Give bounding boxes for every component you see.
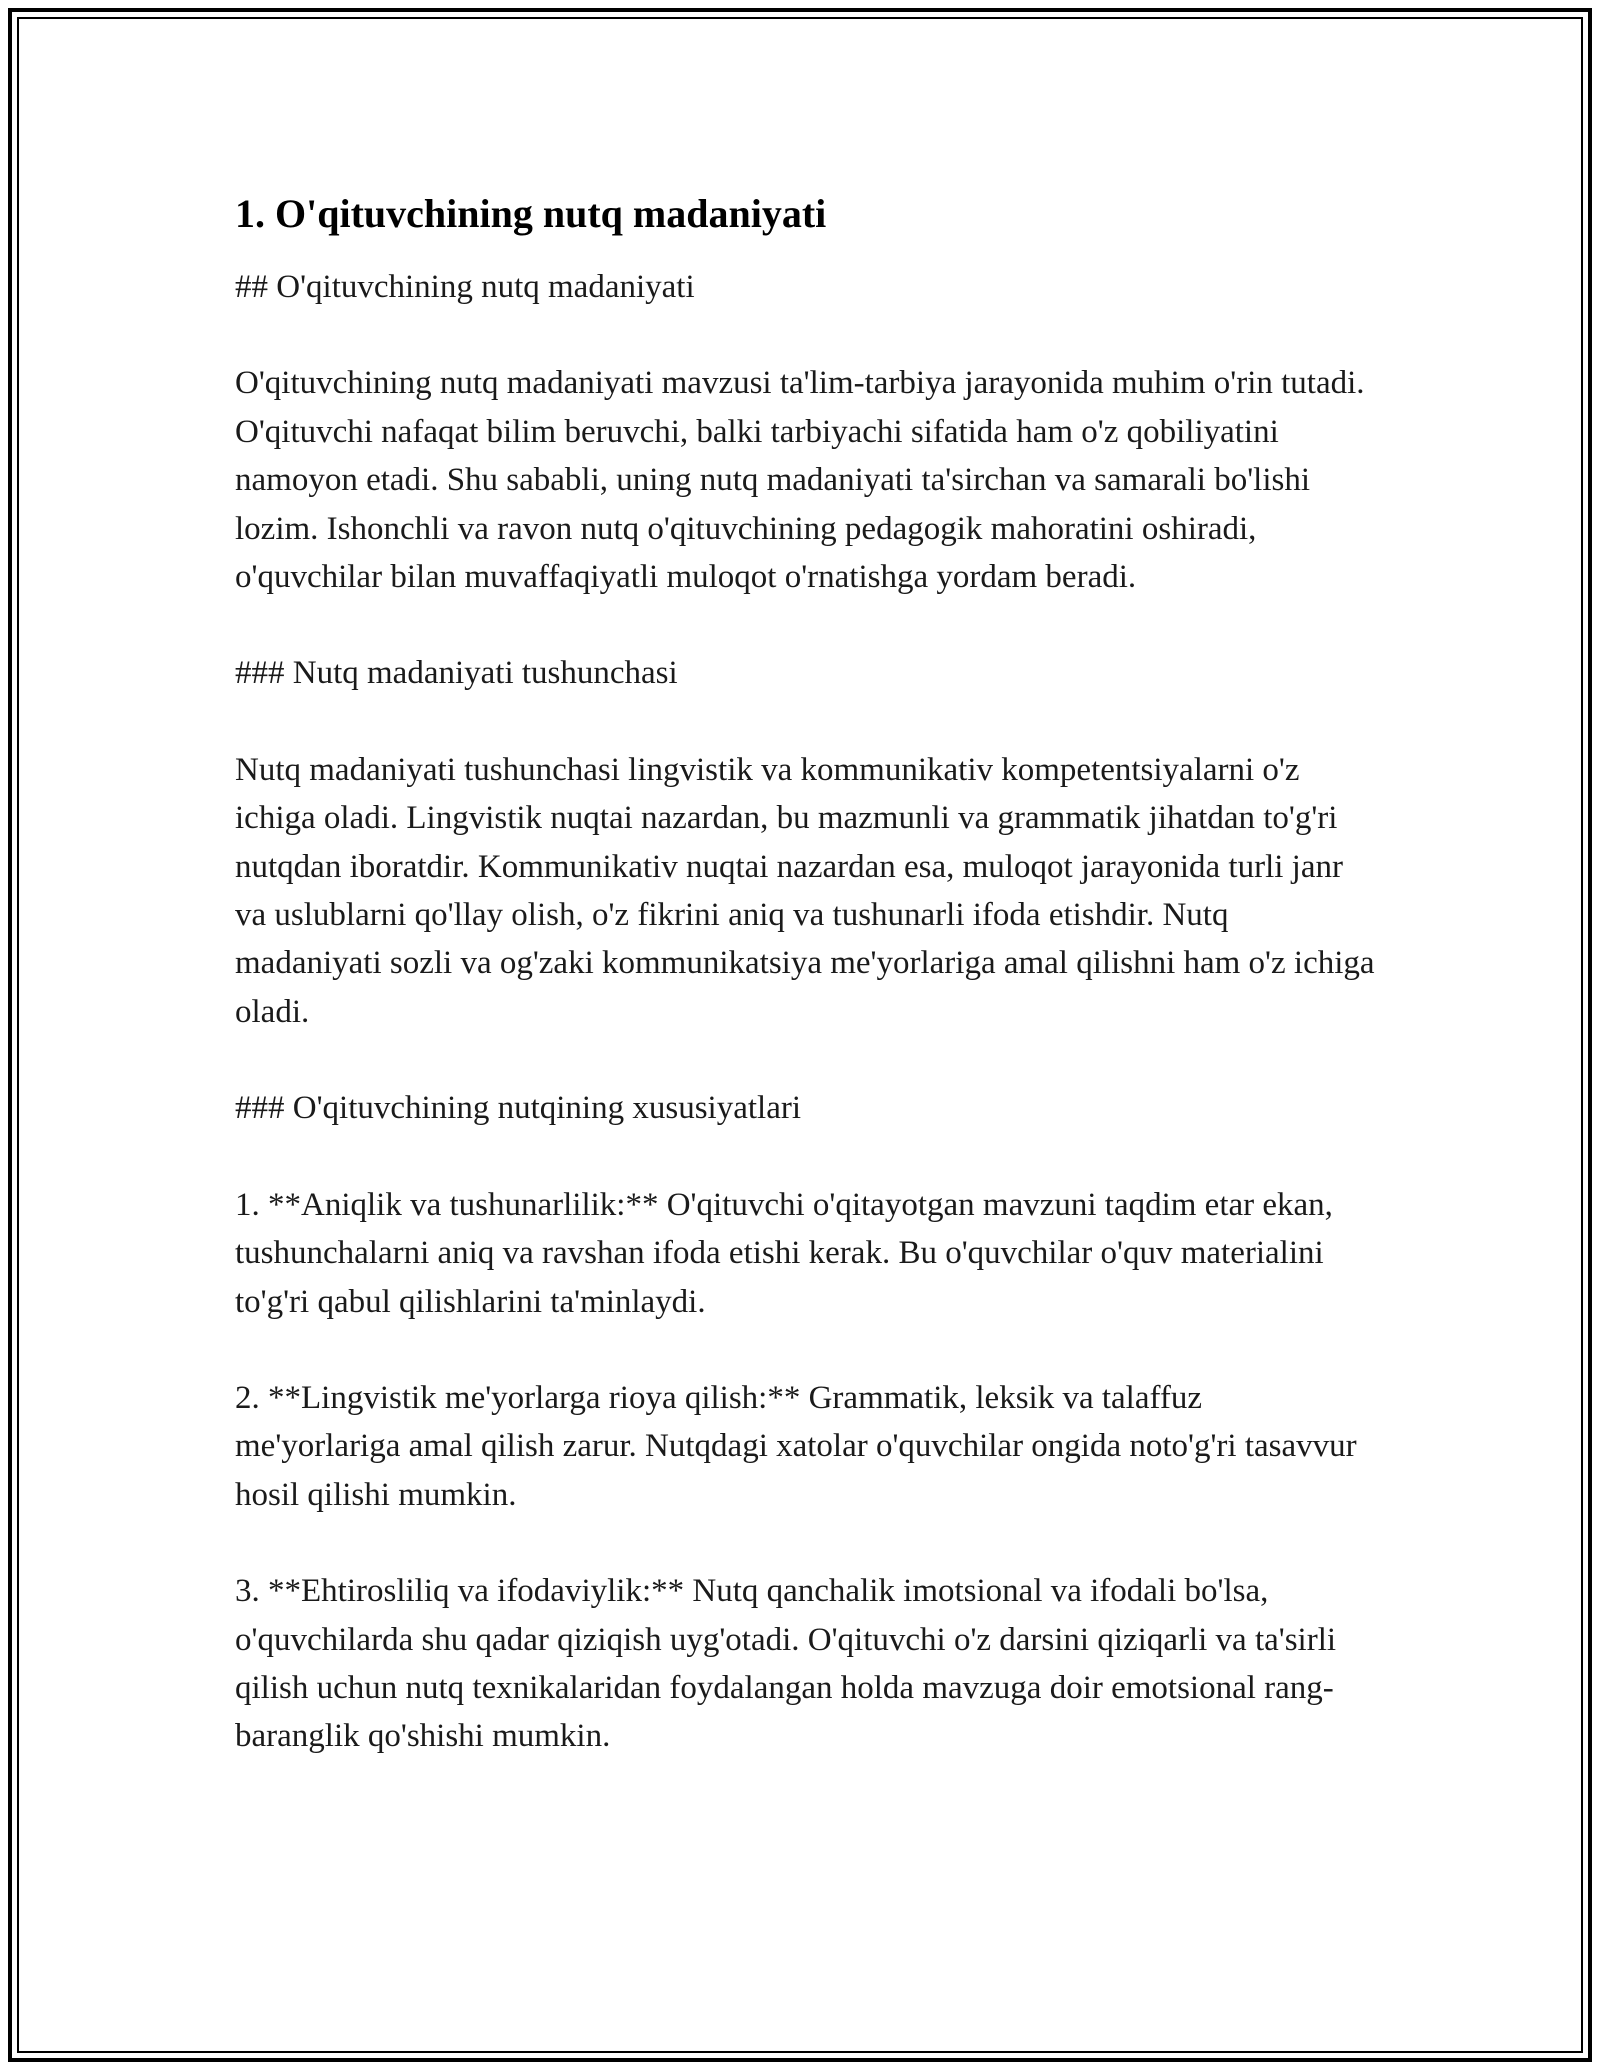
markdown-subheading-features: ### O'qituvchining nutqining xususiyatlari	[235, 1090, 801, 1127]
markdown-subheading-concept: ### Nutq madaniyati tushunchasi	[235, 655, 678, 692]
document-body	[235, 188, 1375, 1761]
intro-paragraph: O'qituvchining nutq madaniyati mavzusi ta'lim-tarbiya jarayonida muhim o'rin tutadi. O'qituvchi nafaqat bilim beruvchi, balki tarbiyachi sifatida ham o'z qobiliyatini namoyon etadi. Shu sababli, uning nutq madaniyati ta'sirchan va samarali bo'lishi lozim. Ishonchli va ravon nutq o'qituvchining pedagogik mahoratini oshiradi, o'quvchilar bilan muvaffaqiyatli muloqot o'rnatishga yordam beradi.	[235, 365, 1365, 596]
list-item-clarity: 1. **Aniqlik va tushunarlilik:** O'qituvchi o'qitayotgan mavzuni taqdim etar ekan, tushunchalarni aniq va ravshan ifoda etishi kerak. Bu o'quvchilar o'quv materialini to'g'ri qabul qilishlarini ta'minlaydi.	[235, 1186, 1333, 1320]
list-item-expressiveness: 3. **Ehtirosliliq va ifodaviylik:** Nutq qanchalik imotsional va ifodali bo'lsa, o'quvchilarda shu qadar qiziqish uyg'otadi. O'qituvchi o'z darsini qiziqarli va ta'sirli qilish uchun nutq texnikalaridan foydalangan holda mavzuga doir emotsional rang-baranglik qo'shishi mumkin.	[235, 1573, 1337, 1755]
list-item-linguistic-norms: 2. **Lingvistik me'yorlarga rioya qilish:** Grammatik, leksik va talaffuz me'yorlariga amal qilish zarur. Nutqdagi xatolar o'quvchilar ongida noto'g'ri tasavvur hosil qilishi mumkin.	[235, 1379, 1357, 1513]
concept-paragraph: Nutq madaniyati tushunchasi lingvistik va kommunikativ kompetentsiyalarni o'z ichiga oladi. Lingvistik nuqtai nazardan, bu mazmunli va grammatik jihatdan to'g'ri nutqdan iboratdir. Kommunikativ nuqtai nazardan esa, muloqot jarayonida turli janr va uslublarni qo'llay olish, o'z fikrini aniq va tushunarli ifoda etishdir. Nutq madaniyati sozli va og'zaki kommunikatsiya me'yorlariga amal qilishni ham o'z ichiga oladi.	[235, 751, 1375, 1030]
document-title: 1. O'qituvchining nutq madaniyati	[235, 191, 827, 236]
markdown-heading-main: ## O'qituvchining nutq madaniyati	[235, 269, 695, 305]
